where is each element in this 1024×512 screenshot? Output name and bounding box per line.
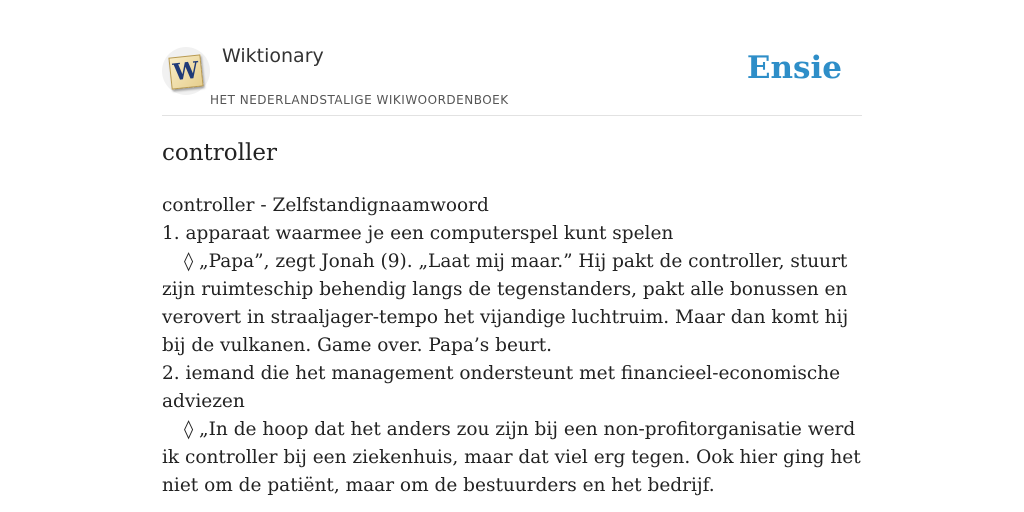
ensie-brand-link[interactable]: Ensie (746, 50, 842, 86)
page (162, 0, 862, 496)
example-1: ◊ „Papa”, zegt Jonah (9). „Laat mij maar.” Hij pakt de controller, stuurt zijn ruimteschip behendig langs de tegenstanders, pakt alle bonussen en verovert in straaljager-tempo het vijandige luchtruim. Maar dan komt hij bij de vulkanen. Game over. Papa’s beurt. (162, 251, 849, 356)
site-title[interactable]: Wiktionary (222, 45, 324, 67)
wiktionary-logo-icon[interactable] (162, 47, 210, 95)
example-2: ◊ „In de hoop dat het anders zou zijn bij een non-profitorganisatie werd ik controller bij een ziekenhuis, maar dat viel erg tegen. Ook hier ging het niet om de patiënt, maar om de bestuurders en het bedrijf. (162, 419, 861, 496)
entry-body (162, 192, 862, 500)
definition-2: 2. iemand die het management ondersteunt met financieel-economische adviezen (162, 363, 841, 412)
site-header (162, 0, 862, 116)
logo-tile: W (168, 54, 203, 89)
definition-1: 1. apparaat waarmee je een computerspel kunt spelen (162, 223, 674, 244)
entry-headline: controller - Zelfstandignaamwoord (162, 195, 489, 216)
site-subtitle: HET NEDERLANDSTALIGE WIKIWOORDENBOEK (210, 93, 509, 107)
entry-title: controller (162, 140, 277, 166)
